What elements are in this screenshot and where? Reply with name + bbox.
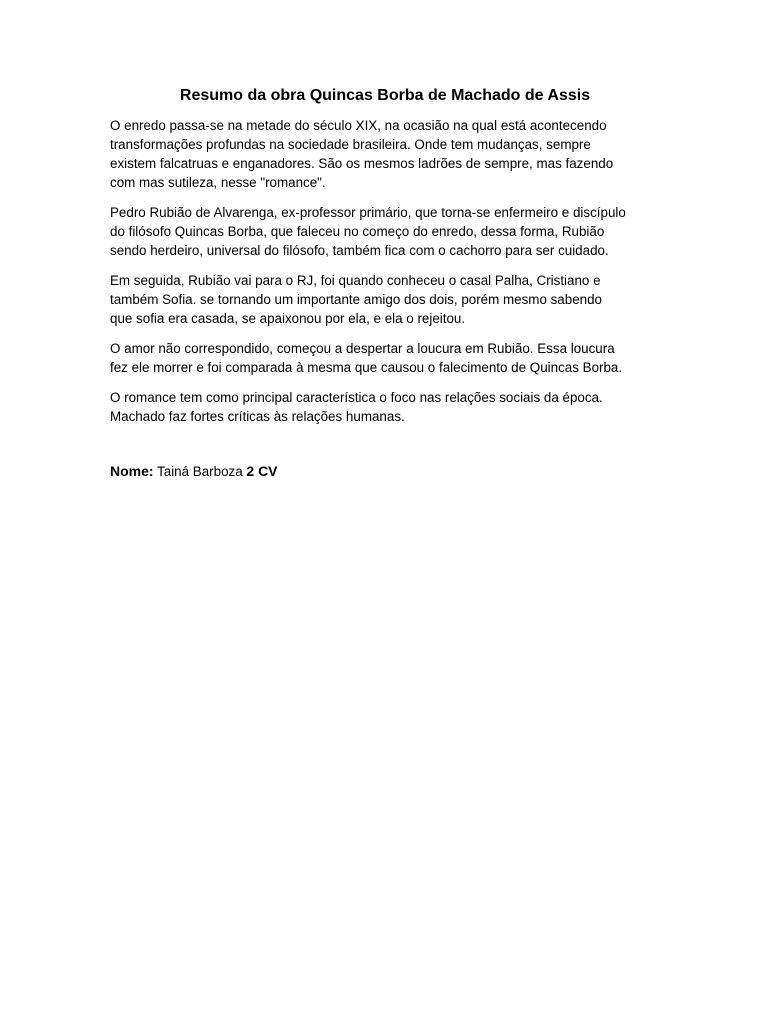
student-name: Tainá Barboza [157,464,243,479]
signature-line [110,462,660,481]
paragraph-4: O amor não correspondido, começou a despertar a loucura em Rubião. Essa loucura fez ele morrer e foi comparada à mesma que causou o falecimento de Quincas Borba. [110,341,623,375]
class-label: 2 CV [246,463,278,479]
paragraph-2: Pedro Rubião de Alvarenga, ex-professor primário, que torna-se enfermeiro e discípulo do filósofo Quincas Borba, que faleceu no começo do enredo, dessa forma, Rubião sendo herdeiro, universal do filósofo, também fica com o cachorro para ser cuidado. [110,205,626,258]
paragraph-3: Em seguida, Rubião vai para o RJ, foi quando conheceu o casal Palha, Cristiano e também Sofia. se tornando um importante amigo dos dois, porém mesmo sabendo que sofia era casada, se apaixonou por ela, e ela o rejeitou. [110,273,602,326]
document-title: Resumo da obra Quincas Borba de Machado de Assis [179,87,591,104]
paragraph-1: O enredo passa-se na metade do século XIX, na ocasião na qual está acontecendo transformações profundas na sociedade brasileira. Onde tem mudanças, sempre existem falcatruas e enganadores. São os mesmos ladrões de sempre, mas fazendo com mas sutileza, nesse "romance". [110,118,614,190]
document-page [110,86,660,481]
paragraph-5: O romance tem como principal característica o foco nas relações sociais da época. Machado faz fortes críticas às relações humanas. [110,390,603,424]
name-label: Nome: [110,463,154,479]
